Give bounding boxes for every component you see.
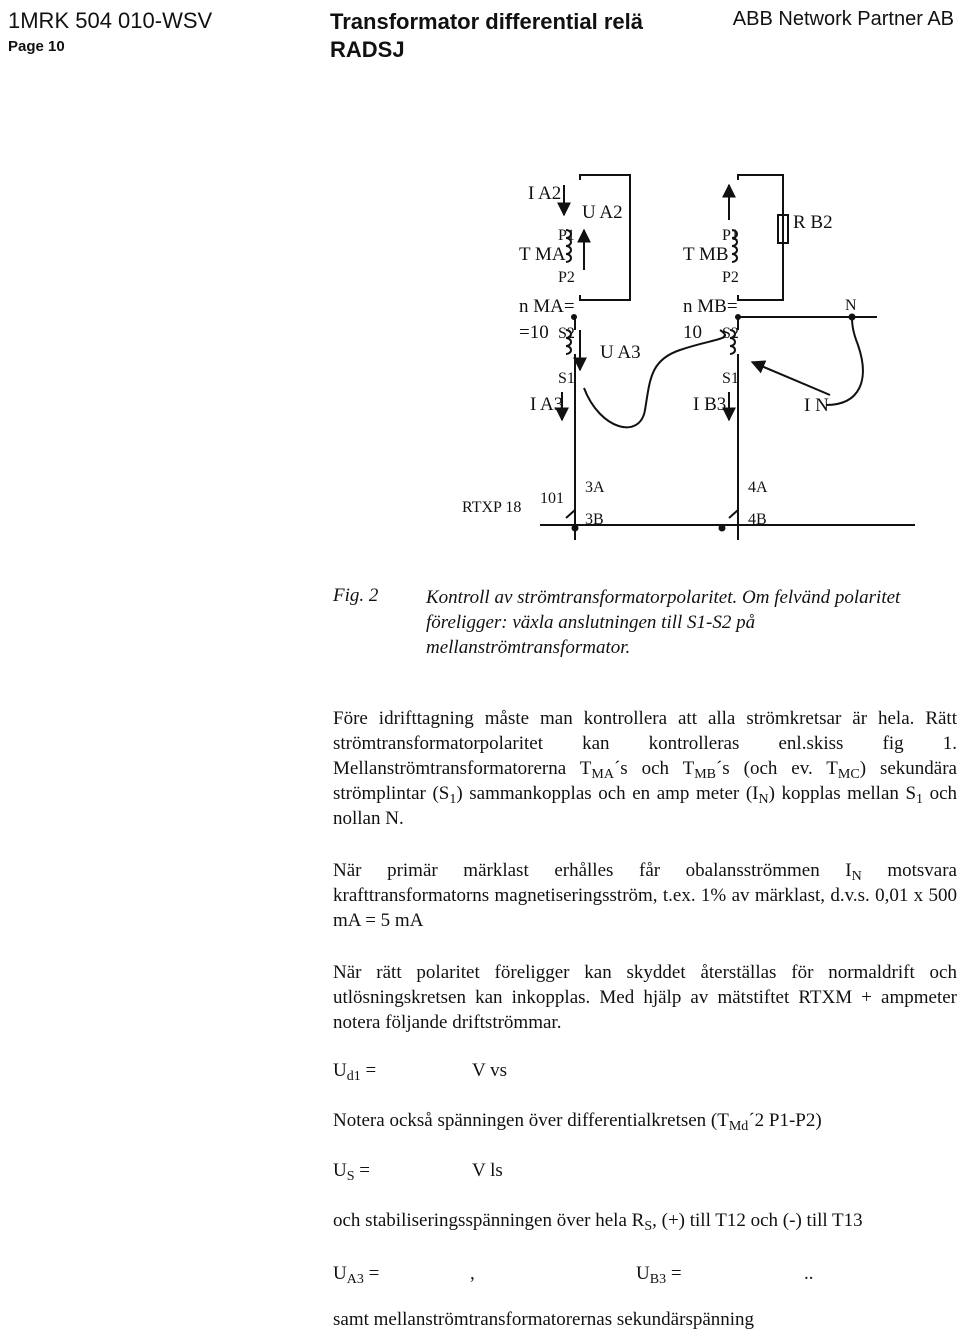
paragraph-rated-load: När primär märklast erhålles får obalansströmmen $I_N$ motsvara krafttransformatorns magnetiseringsström, t.ex. 1% av märklast, d.v.s. 0,01 x 500 mA = 5 mA bbox=[333, 860, 957, 931]
equation-ud1: $U_{d1}$ = bbox=[333, 1060, 377, 1084]
unit-ud1: V vs bbox=[472, 1060, 508, 1081]
label-rtxp: RTXP 18 bbox=[462, 499, 522, 516]
label-ia2: I A2 bbox=[528, 183, 562, 204]
label-tma: T MA bbox=[519, 244, 566, 265]
label-ib3: I B3 bbox=[693, 394, 727, 415]
page-number: Page 10 bbox=[8, 38, 65, 55]
equation-ua3: $U_{A3}$ = bbox=[333, 1263, 380, 1287]
label-n: N bbox=[845, 297, 857, 314]
label-nma: n MA= bbox=[519, 296, 575, 317]
label-s2-a: S2 bbox=[558, 325, 575, 342]
label-ua3: U A3 bbox=[600, 342, 641, 363]
label-ua2: U A2 bbox=[582, 202, 623, 223]
label-s1-b: S1 bbox=[722, 370, 739, 387]
label-p2-b: P2 bbox=[722, 269, 739, 286]
label-terminal-4b: 4B bbox=[748, 511, 767, 528]
label-rb2: R B2 bbox=[793, 212, 833, 233]
document-id: 1MRK 504 010-WSV bbox=[8, 8, 213, 33]
label-p2-a: P2 bbox=[558, 269, 575, 286]
label-terminal-4a: 4A bbox=[748, 479, 768, 496]
circuit-diagram bbox=[0, 160, 960, 560]
label-s1-a: S1 bbox=[558, 370, 575, 387]
trailing-dots: .. bbox=[804, 1263, 814, 1284]
label-tmb: T MB bbox=[683, 244, 729, 265]
document-title: Transformator differential relä RADSJ bbox=[330, 9, 643, 62]
separator-comma: , bbox=[470, 1263, 475, 1284]
paragraph-precommissioning: Före idrifttagning måste man kontrollera att alla strömkretsar är hela. Rätt strömtransformatorpolaritet kan kontrolleras enl.skiss fig 1. Mellanströmtransformatorerna $T_{MA}´s$ och $T_{MB}´s$ (och ev. $T_{MC}$) sekundära strömplintar $(S_1)$ sammankopplas och en amp meter $(I_N)$ kopplas mellan $S_1$ och nollan N. bbox=[333, 708, 958, 829]
label-nmb-val: 10 bbox=[683, 322, 702, 343]
label-terminal-101: 101 bbox=[540, 490, 564, 507]
label-terminal-3a: 3A bbox=[585, 479, 605, 496]
label-terminal-3b: 3B bbox=[585, 511, 604, 528]
label-s2-b: S2 bbox=[722, 325, 739, 342]
label-ia3: I A3 bbox=[530, 394, 564, 415]
paragraph-secondary-voltage: samt mellanströmtransformatorernas sekundärspänning bbox=[333, 1309, 755, 1330]
unit-us: V ls bbox=[472, 1160, 503, 1181]
label-nma-val: =10 bbox=[519, 322, 549, 343]
company-name: ABB Network Partner AB bbox=[732, 8, 954, 30]
label-p1-b: P1 bbox=[722, 227, 739, 244]
label-in: I N bbox=[804, 395, 829, 416]
figure-caption: Kontroll av strömtransformatorpolaritet. Om felvänd polaritet föreligger: växla anslutningen till S1-S2 på mellanströmtransformator. bbox=[426, 587, 901, 658]
paragraph-differential-voltage: Notera också spänningen över differentialkretsen ($T_{Md}´2$ P1-P2) bbox=[333, 1110, 822, 1134]
figure-label: Fig. 2 bbox=[333, 585, 379, 606]
label-p1-a: P1 bbox=[558, 227, 575, 244]
label-nmb: n MB= bbox=[683, 296, 738, 317]
equation-ub3: $U_{B3}$ = bbox=[636, 1263, 682, 1287]
equation-us: $U_S$ = bbox=[333, 1160, 370, 1184]
paragraph-stabilising-voltage: och stabiliseringsspänningen över hela $R_S$, (+) till T12 och (-) till T13 bbox=[333, 1210, 863, 1234]
paragraph-correct-polarity: När rätt polaritet föreligger kan skyddet återställas för normaldrift och utlösningskretsen kan inkopplas. Med hjälp av mätstiftet RTXM + ampmeter notera följande driftströmmar. bbox=[333, 962, 957, 1033]
